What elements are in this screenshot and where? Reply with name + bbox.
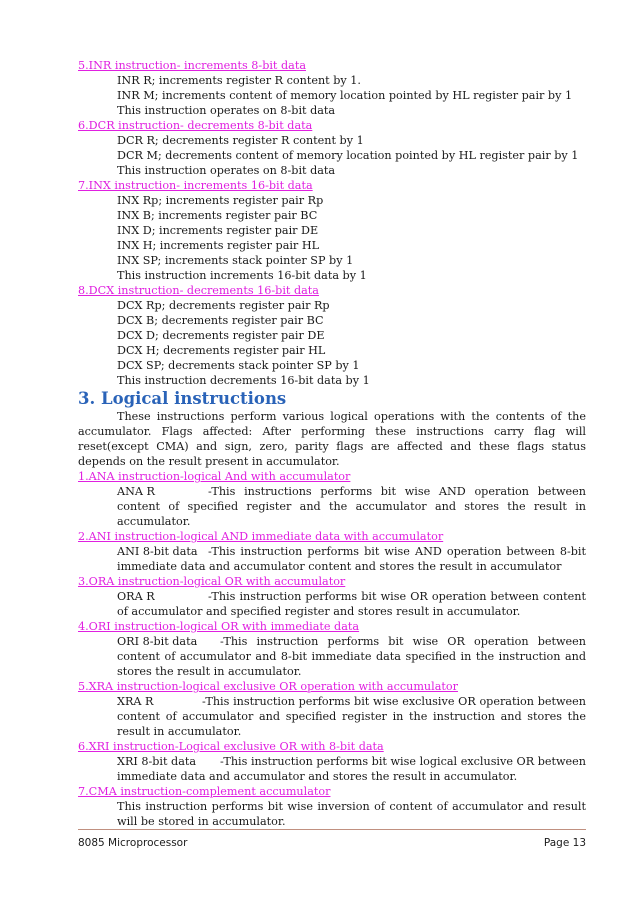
inr-line: INR R; increments register R content by 1. xyxy=(117,74,361,87)
inr-line: This instruction operates on 8-bit data xyxy=(117,104,336,117)
xri-body xyxy=(78,754,586,784)
ana-heading: 1.ANA instruction-logical And with accumulator xyxy=(78,470,351,483)
page-footer xyxy=(78,837,586,849)
dcr-heading: 6.DCR instruction- decrements 8-bit data xyxy=(78,119,313,132)
page-content xyxy=(78,58,586,829)
xra-command: XRA R xyxy=(117,695,154,708)
dcr-line: This instruction operates on 8-bit data xyxy=(117,164,336,177)
ori-description: -This instruction performs bit wise OR operation between content of accumulator and 8-bit immediate data specified in the instruction and stores the result in accumulator. xyxy=(117,635,586,678)
footer-title: 8085 Microprocessor xyxy=(78,837,188,849)
inx-line: This instruction increments 16-bit data by 1 xyxy=(117,269,367,282)
ora-command: ORA R xyxy=(117,590,155,603)
ani-description: -This instruction performs bit wise AND operation between 8-bit immediate data and accumulator content and stores the result in accumulator xyxy=(117,545,586,573)
xri-description: -This instruction performs bit wise logical exclusive OR between immediate data and accumulator and stores the result in accumulator. xyxy=(117,755,586,783)
inr-heading: 5.INR instruction- increments 8-bit data xyxy=(78,59,306,72)
ora-body xyxy=(78,589,586,619)
inx-line: INX SP; increments stack pointer SP by 1 xyxy=(117,254,354,267)
xri-command: XRI 8-bit data xyxy=(117,755,197,768)
ana-body xyxy=(78,484,586,529)
xra-body xyxy=(78,694,586,739)
dcx-line: DCX SP; decrements stack pointer SP by 1 xyxy=(117,359,360,372)
xra-description: -This instruction performs bit wise exclusive OR operation between content of accumulator and specified register in the instruction and stores the result in accumulator. xyxy=(117,695,586,738)
ori-heading: 4.ORI instruction-logical OR with immediate data xyxy=(78,620,360,633)
inx-line: INX Rp; increments register pair Rp xyxy=(117,194,324,207)
dcr-line: DCR M; decrements content of memory location pointed by HL register pair by 1 xyxy=(117,149,579,162)
dcx-line: DCX D; decrements register pair DE xyxy=(117,329,325,342)
dcx-line: This instruction decrements 16-bit data by 1 xyxy=(117,374,370,387)
section-intro: These instructions perform various logical operations with the contents of the accumulator. Flags affected: After performing these instructions carry flag will reset(except CMA) and sign, zero, parity flags are affected and these flags status depends on the result present in accumulator. xyxy=(78,410,586,468)
inr-line: INR M; increments content of memory location pointed by HL register pair by 1 xyxy=(117,89,573,102)
ana-command: ANA R xyxy=(117,485,155,498)
ori-command: ORI 8-bit data xyxy=(117,635,198,648)
page-number: Page 13 xyxy=(543,837,586,849)
xri-heading: 6.XRI instruction-Logical exclusive OR with 8-bit data xyxy=(78,740,384,753)
inx-heading: 7.INX instruction- increments 16-bit data xyxy=(78,179,313,192)
ora-description: -This instruction performs bit wise OR operation between content of accumulator and specified register and stores result in accumulator. xyxy=(117,590,586,618)
inx-line: INX H; increments register pair HL xyxy=(117,239,320,252)
dcx-heading: 8.DCX instruction- decrements 16-bit data xyxy=(78,284,319,297)
ana-description: -This instructions performs bit wise AND operation between content of specified register and the accumulator and stores the result in accumulator. xyxy=(117,485,586,528)
cma-description: This instruction performs bit wise inversion of content of accumulator and result will be stored in accumulator. xyxy=(117,800,586,828)
dcx-line: DCX H; decrements register pair HL xyxy=(117,344,326,357)
section-title: 3. Logical instructions xyxy=(78,389,287,408)
inx-line: INX B; increments register pair BC xyxy=(117,209,318,222)
dcr-line: DCR R; decrements register R content by 1 xyxy=(117,134,364,147)
inx-line: INX D; increments register pair DE xyxy=(117,224,319,237)
ani-command: ANI 8-bit data xyxy=(117,545,198,558)
xra-heading: 5.XRA instruction-logical exclusive OR operation with accumulator xyxy=(78,680,458,693)
ani-body xyxy=(78,544,586,574)
ani-heading: 2.ANI instruction-logical AND immediate data with accumulator xyxy=(78,530,444,543)
cma-heading: 7.CMA instruction-complement accumulator xyxy=(78,785,331,798)
ora-heading: 3.ORA instruction-logical OR with accumulator xyxy=(78,575,346,588)
dcx-line: DCX B; decrements register pair BC xyxy=(117,314,324,327)
dcx-line: DCX Rp; decrements register pair Rp xyxy=(117,299,330,312)
ori-body xyxy=(78,634,586,679)
footer-divider xyxy=(78,829,586,830)
